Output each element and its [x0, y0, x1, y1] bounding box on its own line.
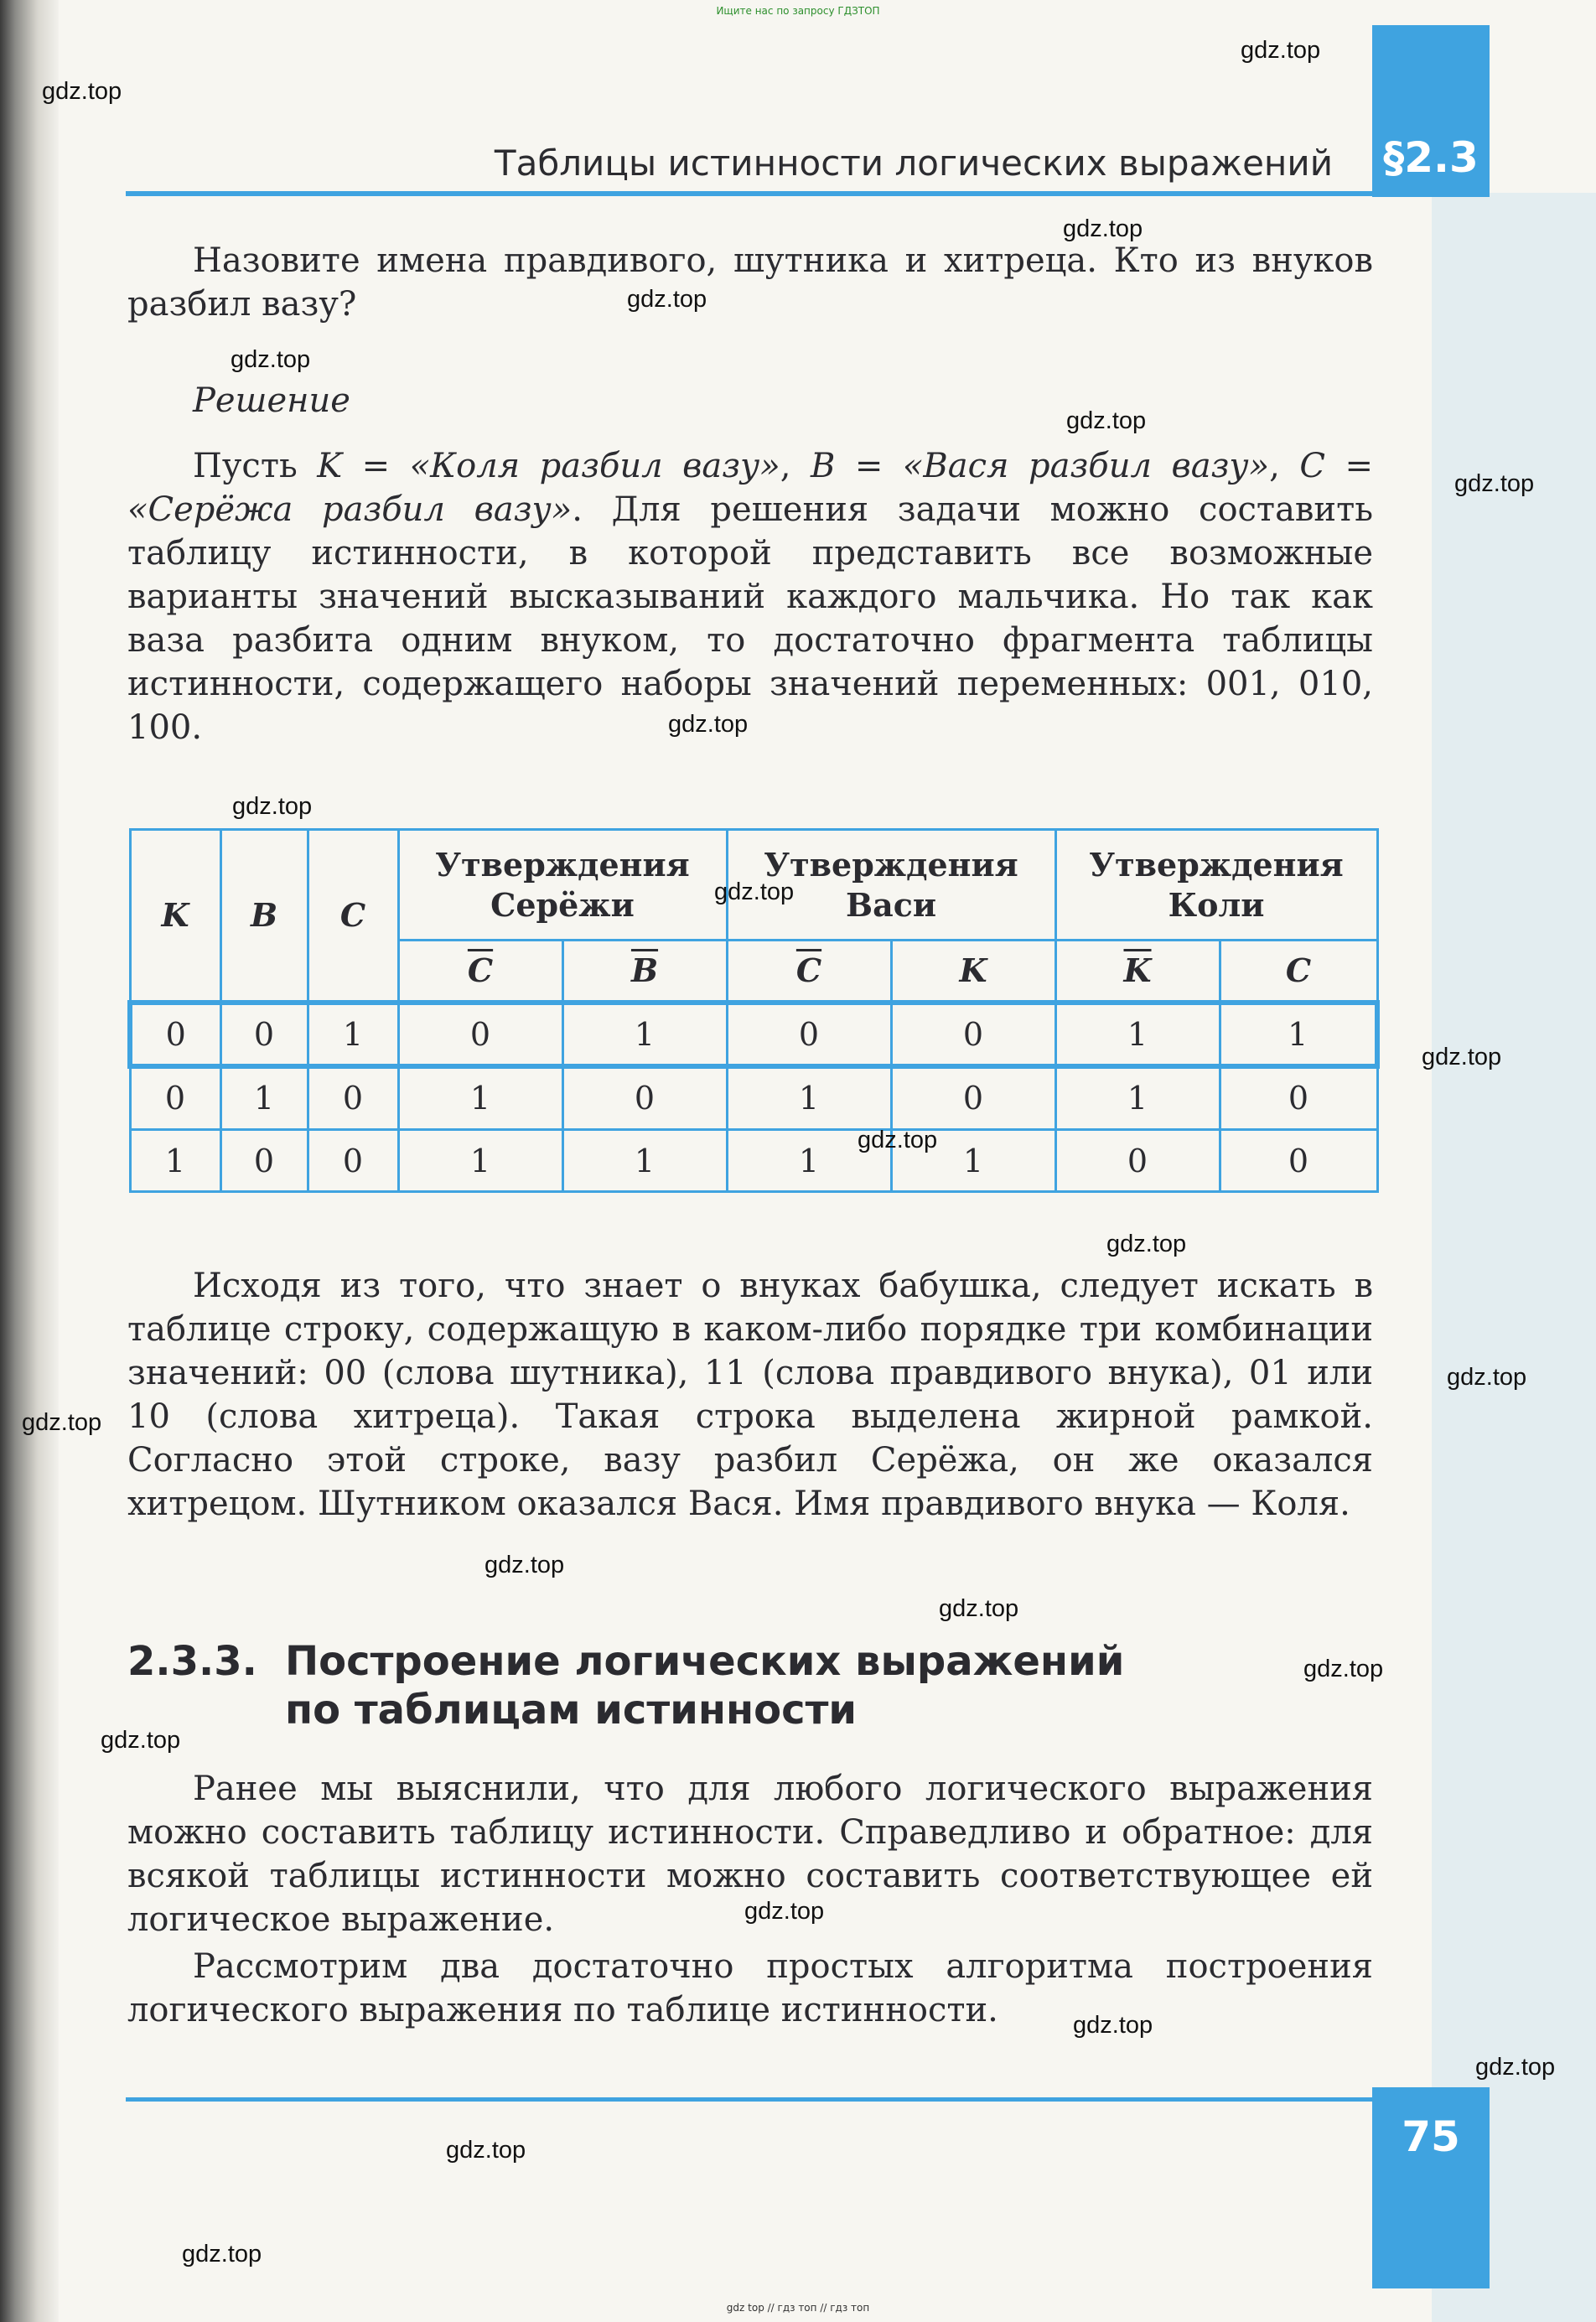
table-cell: 0 — [308, 1130, 398, 1192]
watermark: gdz.top — [101, 1727, 181, 1754]
table-cell: 0 — [220, 1003, 308, 1066]
let-rest: . Для решения задачи можно составить таблицу истинности, в которой представить все возможные варианты значений высказываний каждого мальчика. Но так как ваза разбита одним внуком, то достаточно фрагмента таблицы истинности, содержащего наборы значений переменных: 001, 010, 100. — [127, 490, 1373, 747]
let-sep-2: , — [1269, 447, 1300, 485]
watermark: gdz.top — [231, 346, 311, 373]
table-cell: 0 — [562, 1066, 727, 1130]
let-prefix: Пусть — [193, 447, 318, 485]
watermark: gdz.top — [446, 2137, 526, 2164]
watermark: gdz.top — [1106, 1231, 1187, 1257]
sub-header-not-b-seryozha: $\overline{B}$ — [562, 941, 727, 1003]
section-tab — [1372, 25, 1490, 197]
table-cell: 0 — [1220, 1066, 1377, 1130]
table-cell: 0 — [220, 1130, 308, 1192]
section-paragraph-2: Рассмотрим два достаточно простых алгоритма построения логического выражения по таблице истинности. — [127, 1947, 1373, 2029]
sub-header-not-c-vasya: $\overline{C}$ — [727, 941, 891, 1003]
table-cell: 0 — [1220, 1130, 1377, 1192]
table-cell: 1 — [1055, 1003, 1220, 1066]
watermark: gdz.top — [1073, 2012, 1153, 2039]
header-c: C — [308, 830, 398, 1003]
section-heading — [127, 1637, 1217, 1734]
watermark: gdz.top — [42, 78, 122, 105]
section-tab-label: §2.3 — [1383, 133, 1479, 182]
watermark: gdz.top — [484, 1552, 565, 1578]
watermark: gdz.top — [858, 1127, 938, 1153]
book-spine-shadow — [0, 0, 59, 2322]
page-number: 75 — [1402, 2112, 1460, 2161]
watermark: gdz.top — [1475, 2054, 1556, 2081]
watermark: gdz.top — [939, 1595, 1019, 1622]
table-cell: 0 — [308, 1066, 398, 1130]
section-number: 2.3.3. — [127, 1638, 257, 1685]
watermark: gdz.top — [714, 879, 795, 905]
table-cell: 1 — [308, 1003, 398, 1066]
watermark: gdz.top — [182, 2241, 262, 2268]
section-title-line1: Построение логических выражений — [285, 1638, 1125, 1685]
watermark: gdz.top — [668, 711, 749, 738]
header-k: K — [130, 830, 220, 1003]
watermark: gdz.top — [1454, 470, 1535, 497]
table-cell: 1 — [727, 1130, 891, 1192]
section-paragraph-1: Ранее мы выяснили, что для любого логического выражения можно составить таблицу истинности. Справедливо и обратное: для всякой таблицы истинности можно составить соответствующее ей логическое выражение. — [127, 1770, 1373, 1939]
let-b: B = «Вася разбил вазу» — [810, 447, 1270, 485]
sub-header-k-vasya: K — [891, 941, 1055, 1003]
let-k: K = «Коля разбил вазу» — [317, 447, 780, 485]
watermark: gdz.top — [232, 793, 313, 820]
top-note: Ищите нас по запросу ГДЗТОП — [716, 5, 880, 17]
table-cell: 1 — [398, 1066, 562, 1130]
header-seryozha: Утверждения Серёжи — [398, 830, 727, 941]
footer-rule — [126, 2097, 1372, 2102]
watermark: gdz.top — [1422, 1044, 1502, 1070]
header-b: B — [220, 830, 308, 1003]
conclusion-paragraph: Исходя из того, что знает о внуках бабушка, следует искать в таблице строку, содержащую в каком-либо порядке три комбинации значений: 00 (слова шутника), 11 (слова правдивого внука), 01 или 10 (слова хитреца). Такая строка выделена жирной рамкой. Согласно этой строке, вазу разбил Серёжа, он же оказался хитрецом. Шутником оказался Вася. Имя правдивого внука — Коля. — [127, 1267, 1373, 1523]
table-cell: 1 — [562, 1003, 727, 1066]
watermark: gdz.top — [744, 1898, 825, 1925]
table-cell: 0 — [727, 1003, 891, 1066]
table-cell: 0 — [891, 1066, 1055, 1130]
sub-header-c-kolya: C — [1220, 941, 1377, 1003]
watermark: gdz.top — [22, 1409, 102, 1436]
watermark: gdz.top — [1063, 215, 1143, 242]
table-cell: 1 — [398, 1130, 562, 1192]
table-cell: 0 — [130, 1066, 220, 1130]
section-title-line2: по таблицам истинности — [285, 1687, 858, 1734]
let-c: C = «Серёжа разбил вазу» — [127, 447, 1373, 529]
header-vasya: Утверждения Васи — [727, 830, 1055, 941]
table-cell: 1 — [130, 1130, 220, 1192]
table-cell: 0 — [130, 1003, 220, 1066]
watermark: gdz.top — [1447, 1364, 1527, 1391]
watermark: gdz.top — [627, 286, 707, 313]
watermark: gdz.top — [1241, 37, 1321, 64]
solution-paragraph — [127, 444, 1373, 749]
table-cell: 1 — [562, 1130, 727, 1192]
watermark: gdz.top — [1303, 1656, 1384, 1682]
table-cell: 0 — [1055, 1130, 1220, 1192]
header-rule — [126, 191, 1372, 196]
bottom-note: gdz top // гдз топ // гдз топ — [726, 2302, 870, 2314]
watermark: gdz.top — [1066, 407, 1147, 434]
table-cell: 0 — [891, 1003, 1055, 1066]
page-number-tab — [1372, 2087, 1490, 2288]
table-cell: 1 — [727, 1066, 891, 1130]
table-cell: 1 — [1055, 1066, 1220, 1130]
sub-header-not-c-seryozha: $\overline{C}$ — [398, 941, 562, 1003]
table-row — [130, 1066, 1377, 1130]
let-sep-1: , — [780, 447, 811, 485]
header-kolya: Утверждения Коли — [1055, 830, 1377, 941]
table-row — [130, 1130, 1377, 1192]
table-cell: 1 — [1220, 1003, 1377, 1066]
solution-label: Решение — [193, 381, 350, 420]
table-row-highlighted — [130, 1003, 1377, 1066]
table-cell: 1 — [220, 1066, 308, 1130]
intro-paragraph: Назовите имена правдивого, шутника и хитреца. Кто из внуков разбил вазу? — [127, 241, 1373, 324]
table-cell: 1 — [891, 1130, 1055, 1192]
table-cell: 0 — [398, 1003, 562, 1066]
sub-header-not-k-kolya: $\overline{K}$ — [1055, 941, 1220, 1003]
running-header-title: Таблицы истинности логических выражений — [494, 143, 1333, 184]
margin-band — [1432, 193, 1596, 2322]
